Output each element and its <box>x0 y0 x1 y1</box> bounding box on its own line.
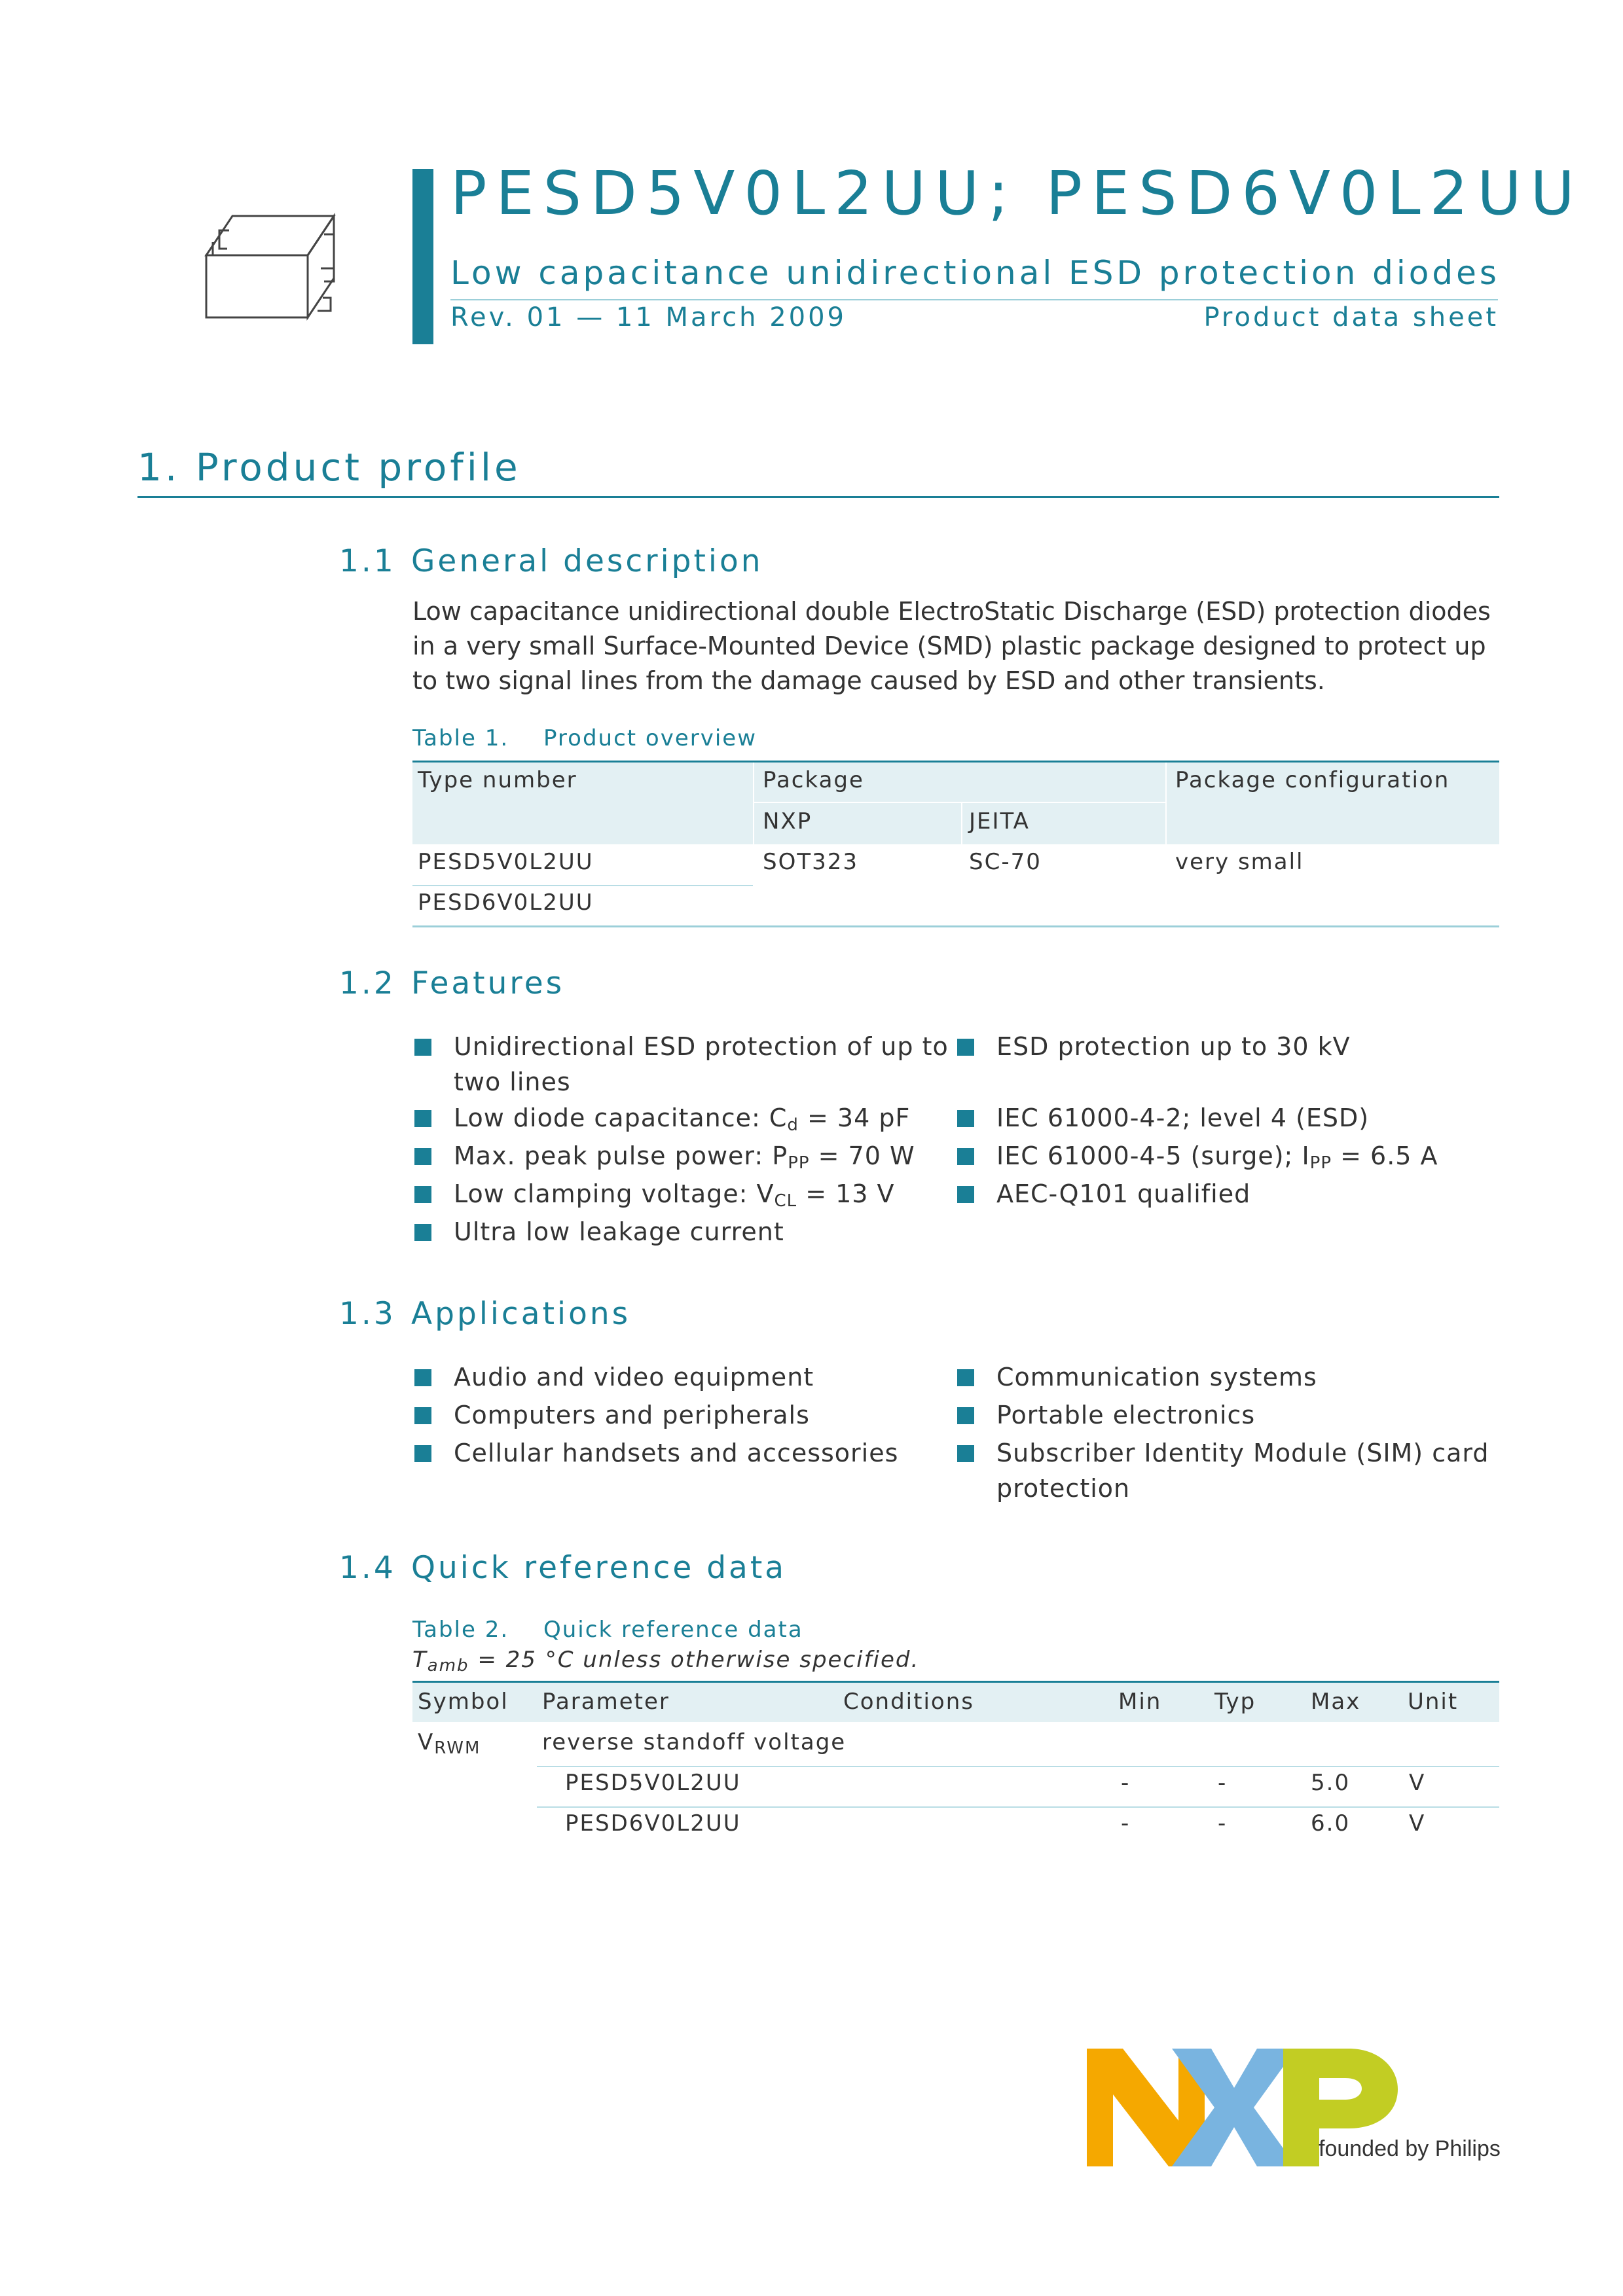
subsection-number: 1.4 <box>339 1550 396 1586</box>
subsection-title: Applications <box>411 1296 631 1332</box>
list-item: IEC 61000-4-2; level 4 (ESD) <box>996 1103 1370 1132</box>
row-divider <box>537 1806 1499 1808</box>
table1-header-nxp: NXP <box>763 808 812 834</box>
bullet-square-icon <box>414 1407 431 1424</box>
list-item: Audio and video equipment <box>454 1363 814 1391</box>
list-item: Subscriber Identity Module (SIM) card <box>996 1439 1489 1467</box>
table2-conditions-note <box>412 1647 919 1676</box>
bullet-square-icon <box>414 1369 431 1386</box>
table-cell-min: - <box>1121 1770 1131 1796</box>
table1-header-jeita: JEITA <box>969 808 1030 834</box>
product-overview-table <box>412 761 1499 925</box>
table2-caption <box>412 1617 803 1643</box>
subsection-number: 1.3 <box>339 1296 396 1332</box>
bullet-square-icon <box>957 1039 974 1056</box>
table-bottom-rule <box>412 925 1499 927</box>
document-title: PESD5V0L2UU; PESD6V0L2UU <box>450 158 1584 228</box>
bullet-square-icon <box>414 1186 431 1203</box>
bullet-square-icon <box>414 1224 431 1241</box>
table2-number: Table 2. <box>412 1617 509 1643</box>
table-cell-max: 5.0 <box>1311 1770 1351 1796</box>
bullet-square-icon <box>414 1445 431 1462</box>
list-item: Computers and peripherals <box>454 1401 810 1429</box>
package-outline-drawing <box>193 177 350 334</box>
table2-header-conditions: Conditions <box>843 1689 974 1715</box>
table-row-name: PESD6V0L2UU <box>565 1810 741 1837</box>
table1-caption <box>412 725 757 751</box>
subsection-title: Quick reference data <box>411 1550 787 1586</box>
table-cell-unit: V <box>1409 1770 1426 1796</box>
table2-header-min: Min <box>1118 1689 1162 1715</box>
feature-subscript: d <box>787 1115 799 1135</box>
nxp-logo <box>1087 2049 1499 2173</box>
bullet-square-icon <box>957 1369 974 1386</box>
subsection-heading-applications <box>339 1296 630 1332</box>
list-item: Communication systems <box>996 1363 1317 1391</box>
quick-reference-table <box>412 1681 1499 1837</box>
table2-symbol <box>418 1729 481 1758</box>
feature-text: Low diode capacitance: C <box>454 1103 788 1132</box>
general-description-text: Low capacitance unidirectional double ElectroStatic Discharge (ESD) protection diodes in a very small Surface-Mounted Device (SMD) plastic package designed to protect up to two signal lines from the damage caused by ESD and other transients. <box>412 597 1491 695</box>
list-item: Cellular handsets and accessories <box>454 1439 899 1467</box>
subsection-number: 1.2 <box>339 965 396 1001</box>
table-row-type: PESD5V0L2UU <box>418 849 594 875</box>
bullet-square-icon <box>957 1148 974 1165</box>
table1-header-config: Package configuration <box>1175 767 1450 793</box>
table-cell-jeita: SC-70 <box>969 849 1042 875</box>
list-item: two lines <box>454 1067 571 1096</box>
feature-value: = 70 W <box>809 1141 915 1170</box>
revision-date: Rev. 01 — 11 March 2009 <box>450 302 847 332</box>
table2-header-unit: Unit <box>1408 1689 1459 1715</box>
table-cell-typ: - <box>1218 1810 1228 1837</box>
subsection-number: 1.1 <box>339 543 396 579</box>
header-rule <box>450 299 1498 300</box>
bullet-square-icon <box>414 1110 431 1127</box>
bullet-square-icon <box>957 1445 974 1462</box>
table-row-type: PESD6V0L2UU <box>418 889 594 916</box>
document-subtitle: Low capacitance unidirectional ESD protection diodes <box>450 254 1500 292</box>
table1-number: Table 1. <box>412 725 509 751</box>
col-divider <box>1165 762 1167 844</box>
table-row-name: PESD5V0L2UU <box>565 1770 741 1796</box>
table2-header-symbol: Symbol <box>418 1689 509 1715</box>
table2-parameter: reverse standoff voltage <box>542 1729 847 1755</box>
table2-header-max: Max <box>1311 1689 1361 1715</box>
bullet-square-icon <box>957 1110 974 1127</box>
feature-value: = 13 V <box>797 1179 895 1208</box>
cond-symbol: T <box>412 1647 428 1673</box>
list-item: ESD protection up to 30 kV <box>996 1032 1351 1061</box>
col-divider <box>961 802 962 844</box>
list-item: protection <box>996 1474 1131 1503</box>
table-cell-max: 6.0 <box>1311 1810 1351 1837</box>
list-item: Ultra low leakage current <box>454 1217 784 1246</box>
cond-text: = 25 °C unless otherwise specified. <box>469 1647 920 1673</box>
list-item: AEC-Q101 qualified <box>996 1179 1251 1208</box>
subsection-title: General description <box>411 543 763 579</box>
feature-text: IEC 61000-4-5 (surge); I <box>996 1141 1310 1170</box>
feature-value: = 34 pF <box>798 1103 911 1132</box>
document-type: Product data sheet <box>1203 302 1499 332</box>
feature-text: Max. peak pulse power: P <box>454 1141 788 1170</box>
table-cell-nxp: SOT323 <box>763 849 859 875</box>
bullet-square-icon <box>414 1039 431 1056</box>
subsection-heading-features <box>339 965 564 1001</box>
section-heading-product-profile: 1. Product profile <box>137 445 521 490</box>
row-divider <box>537 1766 1499 1767</box>
feature-subscript: CL <box>774 1191 797 1211</box>
table1-header-package: Package <box>763 767 864 793</box>
bullet-square-icon <box>957 1186 974 1203</box>
list-item: Portable electronics <box>996 1401 1256 1429</box>
bullet-square-icon <box>414 1148 431 1165</box>
feature-subscript: PP <box>1309 1153 1332 1173</box>
symbol-subscript: RWM <box>434 1738 481 1758</box>
feature-text: Low clamping voltage: V <box>454 1179 775 1208</box>
table-cell-typ: - <box>1218 1770 1228 1796</box>
cond-subscript: amb <box>427 1656 469 1676</box>
table-cell-config: very small <box>1175 849 1304 875</box>
subsection-heading-general-description <box>339 543 763 579</box>
feature-value: = 6.5 A <box>1332 1141 1438 1170</box>
table1-title: Product overview <box>543 725 757 751</box>
table-cell-unit: V <box>1409 1810 1426 1837</box>
table1-header-type: Type number <box>418 767 577 793</box>
header-accent-bar <box>412 169 433 344</box>
table2-header-parameter: Parameter <box>542 1689 670 1715</box>
table2-title: Quick reference data <box>543 1617 803 1643</box>
subsection-heading-quick-reference <box>339 1550 786 1586</box>
row-divider <box>412 885 753 886</box>
symbol-letter: V <box>418 1729 435 1755</box>
section-rule <box>137 496 1499 498</box>
logo-tagline: founded by Philips <box>1319 2136 1501 2161</box>
list-item: Unidirectional ESD protection of up to <box>454 1032 949 1061</box>
col-divider <box>753 762 754 844</box>
row-divider <box>753 802 1165 803</box>
table-cell-min: - <box>1121 1810 1131 1837</box>
subsection-title: Features <box>411 965 565 1001</box>
feature-subscript: PP <box>788 1153 810 1173</box>
bullet-square-icon <box>957 1407 974 1424</box>
table2-header-typ: Typ <box>1214 1689 1256 1715</box>
